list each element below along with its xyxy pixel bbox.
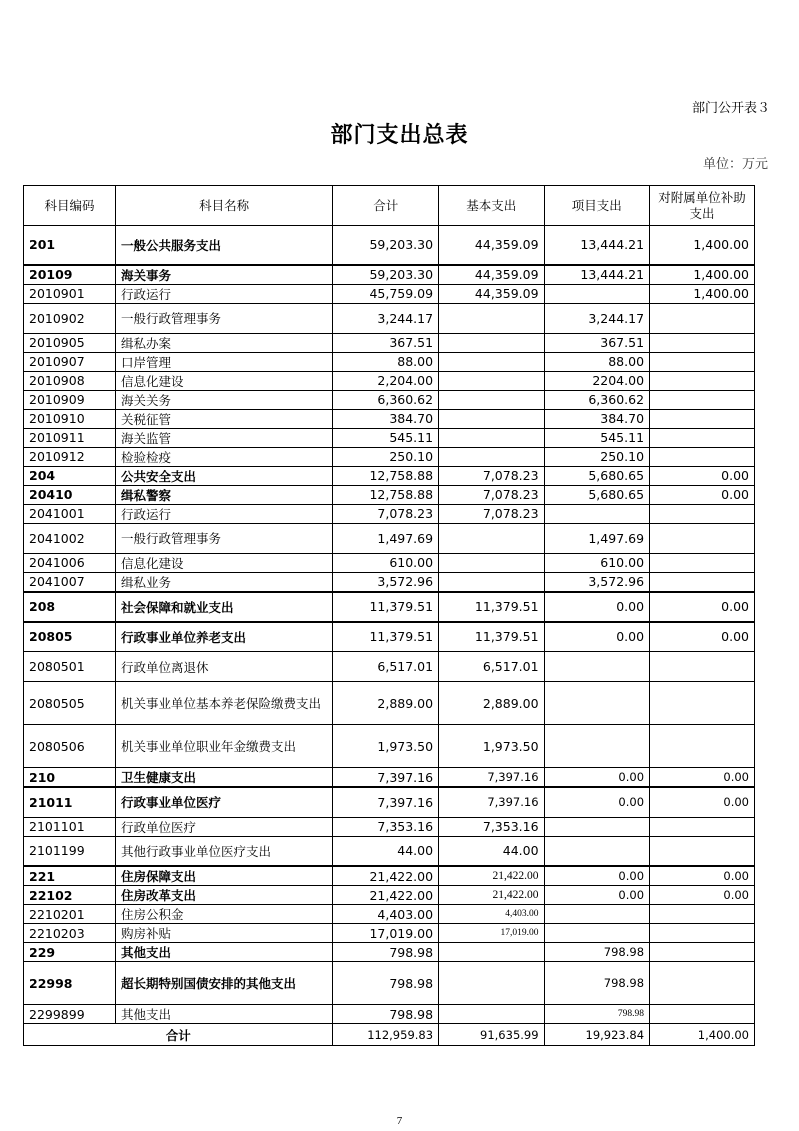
row-total: 21,422.00 — [333, 886, 439, 905]
row-code: 2010910 — [24, 409, 116, 428]
row-total: 59,203.30 — [333, 265, 439, 285]
row-total: 798.98 — [333, 1005, 439, 1024]
table-row — [24, 284, 755, 303]
row-name: 住房保障支出 — [115, 866, 332, 886]
table-row — [24, 226, 755, 265]
row-basic — [439, 390, 544, 409]
row-subsidy: 0.00 — [650, 592, 755, 622]
row-total: 88.00 — [333, 352, 439, 371]
row-subsidy — [650, 371, 755, 390]
row-project: 0.00 — [544, 622, 649, 652]
row-basic — [439, 303, 544, 333]
row-code: 2041007 — [24, 572, 116, 592]
row-basic — [439, 553, 544, 572]
row-total: 3,572.96 — [333, 572, 439, 592]
row-name: 行政运行 — [115, 284, 332, 303]
row-subsidy — [650, 523, 755, 553]
row-project: 0.00 — [544, 866, 649, 886]
row-basic: 7,397.16 — [439, 768, 544, 788]
row-name: 住房公积金 — [115, 905, 332, 924]
row-name: 行政事业单位养老支出 — [115, 622, 332, 652]
total-label: 合计 — [24, 1024, 333, 1046]
row-subsidy — [650, 962, 755, 1005]
row-total: 545.11 — [333, 428, 439, 447]
table-row — [24, 333, 755, 352]
row-total: 6,360.62 — [333, 390, 439, 409]
table-body — [24, 226, 755, 1046]
row-total: 4,403.00 — [333, 905, 439, 924]
table-row — [24, 409, 755, 428]
row-basic: 7,078.23 — [439, 504, 544, 523]
row-name: 其他支出 — [115, 1005, 332, 1024]
row-basic — [439, 333, 544, 352]
row-subsidy: 0.00 — [650, 485, 755, 504]
row-project: 13,444.21 — [544, 226, 649, 265]
row-basic — [439, 523, 544, 553]
row-total: 1,497.69 — [333, 523, 439, 553]
row-subsidy — [650, 1005, 755, 1024]
row-name: 口岸管理 — [115, 352, 332, 371]
row-code: 2041001 — [24, 504, 116, 523]
row-total: 6,517.01 — [333, 652, 439, 682]
row-subsidy — [650, 303, 755, 333]
row-total: 1,973.50 — [333, 725, 439, 768]
row-subsidy: 0.00 — [650, 886, 755, 905]
row-basic: 21,422.00 — [439, 866, 544, 886]
row-basic: 11,379.51 — [439, 592, 544, 622]
page-number: 7 — [396, 1115, 403, 1127]
row-total: 12,758.88 — [333, 466, 439, 485]
table-header-row — [24, 186, 755, 226]
total-total: 112,959.83 — [333, 1024, 439, 1046]
row-project — [544, 924, 649, 943]
row-subsidy: 0.00 — [650, 866, 755, 886]
row-basic: 44,359.09 — [439, 284, 544, 303]
table-row — [24, 1005, 755, 1024]
total-row — [24, 1024, 755, 1046]
row-total: 17,019.00 — [333, 924, 439, 943]
table-row — [24, 943, 755, 962]
row-project: 0.00 — [544, 768, 649, 788]
row-name: 海关事务 — [115, 265, 332, 285]
row-basic: 44.00 — [439, 836, 544, 866]
row-total: 367.51 — [333, 333, 439, 352]
row-basic: 7,078.23 — [439, 485, 544, 504]
row-name: 缉私办案 — [115, 333, 332, 352]
row-code: 2010901 — [24, 284, 116, 303]
row-name: 信息化建设 — [115, 553, 332, 572]
row-name: 行政单位离退休 — [115, 652, 332, 682]
row-subsidy — [650, 352, 755, 371]
row-name: 关税征管 — [115, 409, 332, 428]
table-row — [24, 725, 755, 768]
row-basic: 7,353.16 — [439, 817, 544, 836]
table-row — [24, 652, 755, 682]
table-row — [24, 622, 755, 652]
row-code: 22998 — [24, 962, 116, 1005]
row-project: 3,572.96 — [544, 572, 649, 592]
row-code: 2010908 — [24, 371, 116, 390]
row-subsidy: 0.00 — [650, 768, 755, 788]
row-subsidy — [650, 390, 755, 409]
col-header-project: 项目支出 — [544, 186, 649, 226]
row-basic: 7,397.16 — [439, 787, 544, 817]
row-subsidy — [650, 409, 755, 428]
row-project — [544, 905, 649, 924]
row-code: 20805 — [24, 622, 116, 652]
row-name: 缉私业务 — [115, 572, 332, 592]
row-project: 88.00 — [544, 352, 649, 371]
table-row — [24, 592, 755, 622]
row-total: 2,889.00 — [333, 682, 439, 725]
row-code: 21011 — [24, 787, 116, 817]
row-name: 超长期特别国债安排的其他支出 — [115, 962, 332, 1005]
row-code: 2041006 — [24, 553, 116, 572]
row-code: 2080505 — [24, 682, 116, 725]
table-row — [24, 682, 755, 725]
col-header-name: 科目名称 — [115, 186, 332, 226]
row-code: 2101199 — [24, 836, 116, 866]
row-name: 机关事业单位基本养老保险缴费支出 — [115, 682, 332, 725]
row-project: 367.51 — [544, 333, 649, 352]
row-total: 7,078.23 — [333, 504, 439, 523]
col-header-subsidy: 对附属单位补助支出 — [650, 186, 755, 226]
row-project: 13,444.21 — [544, 265, 649, 285]
row-project: 1,497.69 — [544, 523, 649, 553]
row-code: 2041002 — [24, 523, 116, 553]
total-basic: 91,635.99 — [439, 1024, 544, 1046]
row-basic: 17,019.00 — [439, 924, 544, 943]
row-subsidy — [650, 504, 755, 523]
row-basic — [439, 943, 544, 962]
row-total: 250.10 — [333, 447, 439, 466]
row-subsidy: 0.00 — [650, 466, 755, 485]
row-basic: 1,973.50 — [439, 725, 544, 768]
row-subsidy — [650, 682, 755, 725]
row-basic — [439, 371, 544, 390]
row-subsidy — [650, 836, 755, 866]
row-code: 2210201 — [24, 905, 116, 924]
row-name: 一般公共服务支出 — [115, 226, 332, 265]
row-name: 行政运行 — [115, 504, 332, 523]
row-total: 44.00 — [333, 836, 439, 866]
row-basic: 44,359.09 — [439, 226, 544, 265]
row-project: 545.11 — [544, 428, 649, 447]
row-basic — [439, 428, 544, 447]
table-row — [24, 924, 755, 943]
row-subsidy: 0.00 — [650, 787, 755, 817]
table-number-label: 部门公开表３ — [691, 101, 770, 116]
table-row — [24, 787, 755, 817]
row-subsidy — [650, 817, 755, 836]
table-row — [24, 836, 755, 866]
row-name: 信息化建设 — [115, 371, 332, 390]
table-row — [24, 265, 755, 285]
row-code: 2010909 — [24, 390, 116, 409]
table-row — [24, 886, 755, 905]
row-basic: 2,889.00 — [439, 682, 544, 725]
table-row — [24, 768, 755, 788]
row-total: 12,758.88 — [333, 485, 439, 504]
row-subsidy: 1,400.00 — [650, 265, 755, 285]
row-code: 22102 — [24, 886, 116, 905]
row-code: 20109 — [24, 265, 116, 285]
row-project: 5,680.65 — [544, 466, 649, 485]
row-total: 7,353.16 — [333, 817, 439, 836]
row-project: 798.98 — [544, 962, 649, 1005]
row-basic — [439, 352, 544, 371]
row-code: 2080501 — [24, 652, 116, 682]
unit-label: 单位：万元 — [702, 157, 768, 172]
row-code: 20410 — [24, 485, 116, 504]
row-name: 住房改革支出 — [115, 886, 332, 905]
row-basic: 7,078.23 — [439, 466, 544, 485]
row-code: 210 — [24, 768, 116, 788]
table-row — [24, 485, 755, 504]
row-basic — [439, 409, 544, 428]
row-code: 2010907 — [24, 352, 116, 371]
row-project: 384.70 — [544, 409, 649, 428]
row-basic — [439, 962, 544, 1005]
row-subsidy — [650, 924, 755, 943]
row-basic: 4,403.00 — [439, 905, 544, 924]
row-code: 2010905 — [24, 333, 116, 352]
row-code: 2080506 — [24, 725, 116, 768]
page-title: 部门支出总表 — [330, 123, 469, 148]
row-basic — [439, 1005, 544, 1024]
col-header-total: 合计 — [333, 186, 439, 226]
table-row — [24, 371, 755, 390]
row-project — [544, 817, 649, 836]
row-code: 2010902 — [24, 303, 116, 333]
row-basic — [439, 572, 544, 592]
row-basic: 44,359.09 — [439, 265, 544, 285]
row-total: 610.00 — [333, 553, 439, 572]
row-total: 2,204.00 — [333, 371, 439, 390]
row-total: 7,397.16 — [333, 787, 439, 817]
row-project: 250.10 — [544, 447, 649, 466]
table-row — [24, 352, 755, 371]
row-total: 21,422.00 — [333, 866, 439, 886]
row-name: 其他行政事业单位医疗支出 — [115, 836, 332, 866]
row-code: 201 — [24, 226, 116, 265]
row-project: 0.00 — [544, 592, 649, 622]
row-name: 缉私警察 — [115, 485, 332, 504]
row-subsidy — [650, 572, 755, 592]
row-name: 卫生健康支出 — [115, 768, 332, 788]
row-project — [544, 725, 649, 768]
row-project — [544, 652, 649, 682]
row-code: 208 — [24, 592, 116, 622]
row-basic: 11,379.51 — [439, 622, 544, 652]
row-project: 610.00 — [544, 553, 649, 572]
row-name: 行政事业单位医疗 — [115, 787, 332, 817]
row-project: 3,244.17 — [544, 303, 649, 333]
row-name: 机关事业单位职业年金缴费支出 — [115, 725, 332, 768]
row-total: 384.70 — [333, 409, 439, 428]
row-name: 一般行政管理事务 — [115, 303, 332, 333]
row-code: 2010911 — [24, 428, 116, 447]
col-header-code: 科目编码 — [24, 186, 116, 226]
row-total: 59,203.30 — [333, 226, 439, 265]
row-project — [544, 504, 649, 523]
row-name: 行政单位医疗 — [115, 817, 332, 836]
row-subsidy — [650, 428, 755, 447]
col-header-basic: 基本支出 — [439, 186, 544, 226]
table-row — [24, 572, 755, 592]
row-name: 一般行政管理事务 — [115, 523, 332, 553]
row-basic: 6,517.01 — [439, 652, 544, 682]
row-subsidy: 1,400.00 — [650, 284, 755, 303]
row-subsidy — [650, 725, 755, 768]
row-name: 公共安全支出 — [115, 466, 332, 485]
row-basic: 21,422.00 — [439, 886, 544, 905]
total-subsidy: 1,400.00 — [650, 1024, 755, 1046]
table-row — [24, 817, 755, 836]
row-project: 2204.00 — [544, 371, 649, 390]
table-row — [24, 447, 755, 466]
table-row — [24, 962, 755, 1005]
row-project — [544, 284, 649, 303]
table-row — [24, 553, 755, 572]
table-row — [24, 390, 755, 409]
row-subsidy — [650, 553, 755, 572]
row-name: 社会保障和就业支出 — [115, 592, 332, 622]
table-row — [24, 866, 755, 886]
table-row — [24, 504, 755, 523]
row-project: 0.00 — [544, 886, 649, 905]
row-total: 45,759.09 — [333, 284, 439, 303]
row-name: 海关监管 — [115, 428, 332, 447]
row-subsidy — [650, 652, 755, 682]
row-name: 海关关务 — [115, 390, 332, 409]
row-code: 2299899 — [24, 1005, 116, 1024]
row-subsidy: 0.00 — [650, 622, 755, 652]
table-row — [24, 905, 755, 924]
expenditure-table — [23, 185, 755, 1046]
row-code: 204 — [24, 466, 116, 485]
row-total: 11,379.51 — [333, 622, 439, 652]
row-project: 5,680.65 — [544, 485, 649, 504]
row-subsidy — [650, 905, 755, 924]
row-code: 221 — [24, 866, 116, 886]
row-total: 7,397.16 — [333, 768, 439, 788]
table-row — [24, 303, 755, 333]
table-row — [24, 466, 755, 485]
row-code: 2010912 — [24, 447, 116, 466]
row-total: 11,379.51 — [333, 592, 439, 622]
row-code: 2210203 — [24, 924, 116, 943]
total-project: 19,923.84 — [544, 1024, 649, 1046]
row-code: 229 — [24, 943, 116, 962]
table-row — [24, 428, 755, 447]
row-code: 2101101 — [24, 817, 116, 836]
row-total: 3,244.17 — [333, 303, 439, 333]
row-project: 0.00 — [544, 787, 649, 817]
row-project: 6,360.62 — [544, 390, 649, 409]
row-name: 检验检疫 — [115, 447, 332, 466]
row-name: 其他支出 — [115, 943, 332, 962]
row-total: 798.98 — [333, 943, 439, 962]
row-subsidy: 1,400.00 — [650, 226, 755, 265]
row-project — [544, 836, 649, 866]
row-project: 798.98 — [544, 1005, 649, 1024]
row-project — [544, 682, 649, 725]
row-subsidy — [650, 943, 755, 962]
row-subsidy — [650, 333, 755, 352]
row-total: 798.98 — [333, 962, 439, 1005]
row-basic — [439, 447, 544, 466]
row-subsidy — [650, 447, 755, 466]
row-name: 购房补贴 — [115, 924, 332, 943]
table-row — [24, 523, 755, 553]
row-project: 798.98 — [544, 943, 649, 962]
